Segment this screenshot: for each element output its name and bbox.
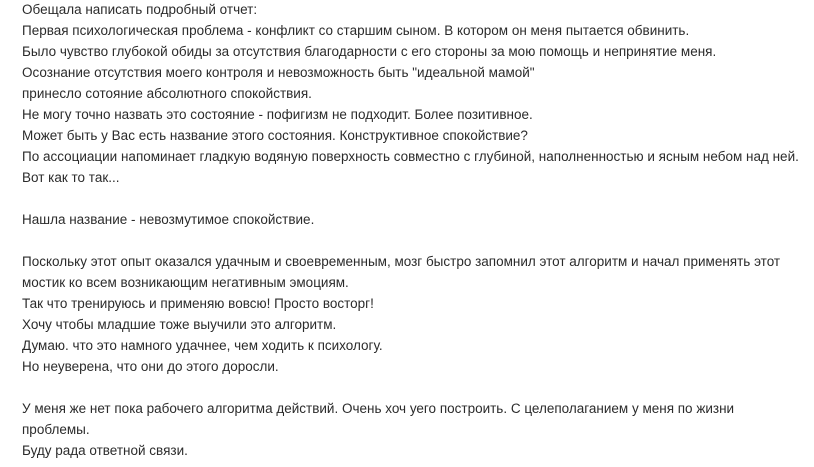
text-line: У меня же нет пока рабочего алгоритма действий. Очень хоч уего построить. С целеполаганием у меня по жизни проблемы. (22, 401, 735, 437)
paragraph-report (22, 0, 802, 188)
text-line: По ассоциации напоминает гладкую водяную поверхность совместно с глубиной, наполненностью и ясным небом над ней. Вот как то так... (22, 149, 799, 185)
paragraph-algorithm (22, 251, 802, 377)
paragraph-name-found (22, 209, 802, 230)
text-line: Но неуверена, что они до этого доросли. (22, 359, 279, 374)
text-line: Не могу точно назвать это состояние - пофигизм не подходит. Более позитивное. (22, 107, 533, 122)
text-line: принесло сотояние абсолютного спокойствия. (22, 86, 312, 101)
text-line: Первая психологическая проблема - конфликт со старшим сыном. В котором он меня пытается обвинить. (22, 23, 690, 38)
text-line: Может быть у Вас есть название этого состояния. Конструктивное спокойствие? (22, 128, 528, 143)
text-line: Думаю. что это намного удачнее, чем ходить к психологу. (22, 338, 383, 353)
paragraph-request (22, 398, 802, 461)
text-line: Нашла название - невозмутимое спокойствие. (22, 212, 315, 227)
text-line: Так что тренируюсь и применяю вовсю! Просто восторг! (22, 296, 374, 311)
text-line: Поскольку этот опыт оказался удачным и своевременным, мозг быстро запомнил этот алгоритм и начал применять этот мостик ко всем возникающим негативным эмоциям. (22, 254, 781, 290)
text-line: Осознание отсутствия моего контроля и невозможность быть "идеальной мамой" (22, 65, 535, 80)
post-body (22, 0, 802, 461)
text-line: Буду рада ответной связи. (22, 443, 188, 458)
text-line: Было чувство глубокой обиды за отсутствия благодарности с его стороны за мою помощь и непринятие меня. (22, 44, 717, 59)
text-line: Хочу чтобы младшие тоже выучили это алгоритм. (22, 317, 337, 332)
text-line: Обещала написать подробный отчет: (22, 2, 258, 17)
